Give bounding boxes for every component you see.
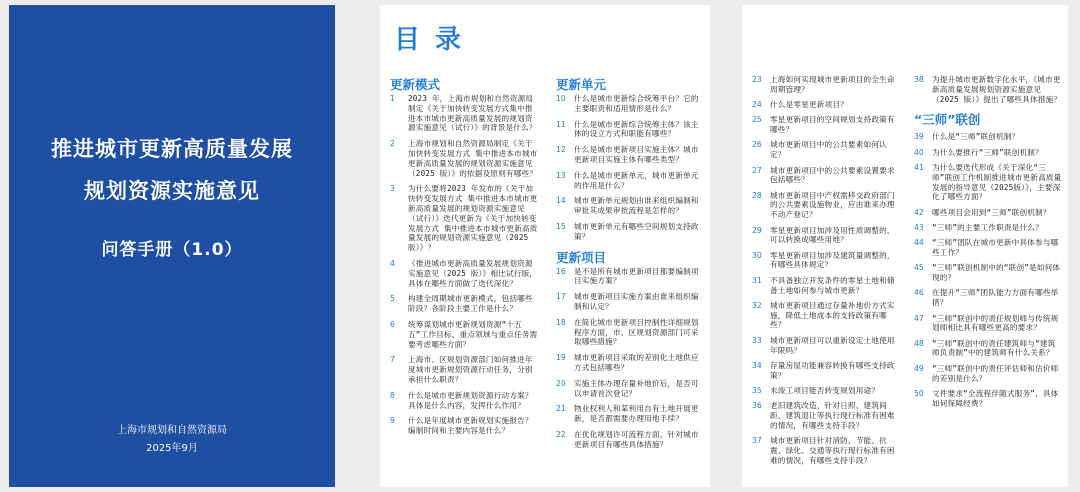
toc-entry-title: 城市更新项目可以重新设定土地使用年限吗？ (770, 335, 895, 355)
toc-entry-title: 城市更新单元规划由谁来组织编制和审批其成果审批流程是怎样的？ (574, 196, 699, 216)
cover-date: 2025年9月 (146, 443, 198, 454)
toc-entry[interactable] (752, 336, 902, 356)
toc-entry[interactable] (752, 140, 902, 160)
toc-entry[interactable] (914, 238, 1062, 258)
toc-entry[interactable] (752, 226, 902, 246)
toc-list (914, 75, 1062, 104)
toc-page-2 (742, 5, 1068, 487)
toc-entry-number: 38 (914, 75, 924, 84)
toc-entry[interactable] (752, 251, 902, 271)
toc-list (752, 75, 902, 466)
toc-entry[interactable] (914, 389, 1062, 409)
toc-entry-title: 2023 年，上海市规划和自然资源局制定《关于加快转变发展方式集中推进本市城市更新高质量发展的规划资源实施意见（试行）》的背景是什么？ (408, 94, 537, 133)
toc-entry-number: 45 (914, 263, 924, 273)
toc-entry[interactable] (390, 320, 540, 349)
toc-entry[interactable] (556, 267, 706, 287)
toc-entry[interactable] (752, 166, 902, 186)
toc-entry-title: 什么是城市更新综合统筹主体？该主体的设立方式和职能有哪些？ (574, 119, 699, 139)
toc-entry[interactable] (390, 139, 540, 178)
toc-entry-number: 7 (390, 355, 395, 365)
toc-entry-number: 11 (556, 119, 566, 129)
toc-entry-title: 零星更新项目加涉及建筑量调整的，有哪些具体规定？ (770, 250, 895, 270)
toc-entry-number: 10 (556, 94, 566, 103)
toc-entry-title: 什么是城市更新项目实施主体？城市更新项目实施主体有哪些类型？ (574, 145, 699, 164)
toc-entry-title: 上海如何实现城市更新项目的全生命周期管理？ (770, 75, 895, 94)
toc-entry-number: 12 (556, 145, 566, 155)
toc-list (914, 132, 1062, 408)
toc-entry-title: 构建全周期城市更新模式，包括哪些阶段？各阶段主要工作是什么？ (408, 294, 533, 314)
toc-entry-title: 物业权利人和某利用自有土地开展更新，是否都需要办理用地手续？ (574, 404, 699, 424)
toc-entry-number: 35 (752, 385, 762, 395)
cover-subtitle: 问答手册（1.0） (101, 240, 243, 260)
toc-entry-number: 31 (752, 275, 762, 285)
toc-entry[interactable] (390, 391, 540, 411)
toc-entry[interactable] (556, 318, 706, 347)
cover-title-line2: 规划资源实施意见 (84, 179, 260, 203)
toc-entry[interactable] (752, 436, 902, 465)
toc-entry-title: “三师”联创中的责任建筑师与“建筑师负责制”中的建筑师有什么关系？ (932, 338, 1056, 358)
toc-entry-number: 17 (556, 292, 566, 302)
toc-entry-number: 13 (556, 170, 566, 180)
toc-entry-number: 36 (752, 401, 762, 411)
toc-entry-number: 15 (556, 221, 566, 231)
toc-entry[interactable] (390, 184, 540, 253)
toc-entry-number: 47 (914, 313, 924, 323)
toc-entry-title: “三师”联创中的责任评估师和估价师的差别是什么？ (932, 363, 1059, 383)
toc-list (556, 267, 706, 450)
toc-page-1 (380, 5, 710, 487)
toc-entry-title: 为什么要迭代形成《关于深化“三师”联创工作机制推进城市更新高质量发展的指导意见（2025版）》，主要深化了哪些方面？ (932, 162, 1062, 202)
toc-entry-number: 32 (752, 300, 762, 310)
toc-entry-number: 49 (914, 363, 924, 373)
toc-entry[interactable] (556, 222, 706, 242)
toc-entry-number: 33 (752, 335, 762, 345)
toc-entry-title: 城市更新项目中的公共要素如何认定？ (770, 140, 887, 160)
toc-entry-title: 上海市、区规划资源部门如何推进年度城市更新规划资源行动任务，分别承担什么职责？ (408, 355, 533, 384)
toc-entry[interactable] (556, 379, 706, 399)
toc-entry-title: 存量房屋功能兼容转换有哪些支持政策？ (770, 360, 895, 380)
section-heading: “三师”联创 (914, 112, 981, 128)
toc-entry[interactable] (556, 430, 706, 450)
toc-entry[interactable] (556, 94, 706, 114)
toc-entry[interactable] (914, 132, 1062, 142)
toc-entry-number: 8 (390, 390, 395, 400)
toc-entry-number: 39 (914, 132, 924, 142)
toc-entry-title: 未竣工项目能否转变规划用途？ (770, 385, 880, 395)
toc-entry-number: 2 (390, 139, 395, 149)
toc-entry-number: 14 (556, 196, 566, 206)
toc-entry-title: 老旧建筑改造，针对日照、建筑间距、建筑退让等执行现行标准有困难的情况，有哪些支持手段？ (770, 401, 895, 430)
toc-entry-number: 26 (752, 140, 762, 150)
toc-entry[interactable] (752, 115, 902, 135)
toc-entry-number: 29 (752, 225, 762, 235)
toc-entry[interactable] (752, 100, 902, 110)
toc-entry[interactable] (752, 191, 902, 220)
toc-entry-number: 28 (752, 190, 762, 200)
section-heading: 更新单元 (556, 77, 607, 92)
cover-page (9, 5, 335, 487)
toc-entry-title: 城市更新项目中的公共要素设置要求包括哪些？ (770, 165, 895, 185)
toc-entry-number: 42 (914, 207, 924, 217)
toc-entry-title: 零星更新项目加涉及用性质调整的，可以转换成哪些用地？ (770, 225, 895, 245)
toc-entry-number: 20 (556, 378, 566, 388)
toc-entry-number: 50 (914, 388, 924, 398)
toc-entry[interactable] (914, 288, 1062, 308)
toc-list (390, 94, 540, 436)
toc-entry-number: 9 (390, 416, 395, 426)
toc-entry-title: 哪些项目会用到“三师”联创机制？ (932, 207, 1051, 217)
toc-entry-title: 实施主体办理存量补地价后，是否可以申请首次登记？ (574, 378, 699, 398)
toc-entry-title: 城市更新项目针对消防、节能、抗震、绿化、交通等执行现行标准有困难的情况，有哪些支持手段？ (770, 436, 895, 465)
toc-entry-number: 6 (390, 319, 395, 329)
toc-entry-number: 1 (390, 94, 395, 103)
toc-entry-number: 5 (390, 294, 395, 304)
toc-entry-number: 25 (752, 115, 762, 125)
toc-column-right (556, 75, 706, 456)
toc-entry-number: 43 (914, 222, 924, 232)
toc-entry[interactable] (914, 339, 1062, 359)
toc-entry[interactable] (914, 223, 1062, 233)
toc-entry[interactable] (914, 163, 1062, 202)
toc-entry-number: 24 (752, 100, 762, 110)
toc-entry-title: “三师”联创中的责任规划师与传统规划师相比具有哪些更高的要求？ (932, 313, 1059, 333)
toc-entry-number: 37 (752, 436, 762, 446)
toc-entry[interactable] (752, 386, 902, 396)
toc-entry-title: 在优化规划许可流程方面，针对城市更新项目有哪些具体措施？ (574, 429, 699, 449)
toc-entry[interactable] (752, 361, 902, 381)
toc-entry-title: 文件要求“全流程伴随式服务”，具体如何保障经费？ (932, 388, 1059, 408)
toc-entry-title: 零星更新项目的空间规划支持政策有哪些？ (770, 115, 895, 135)
toc-entry[interactable] (556, 145, 706, 165)
toc-entry-title: 不具备独立开发条件的零星土地和储备土地如何参与城市更新？ (770, 275, 895, 295)
toc-entry-title: “三师”的主要工作职责是什么？ (932, 222, 1043, 232)
toc-entry-number: 18 (556, 317, 566, 327)
toc-entry-number: 23 (752, 75, 762, 84)
toc-entry-number: 41 (914, 162, 924, 172)
toc-entry[interactable] (390, 355, 540, 384)
toc-entry[interactable] (556, 196, 706, 216)
section-heading: 更新项目 (556, 249, 607, 265)
toc-entry-title: 为提升城市更新数字化水平，《城市更新高质量发展规划资源实施意见（2025 版）》提出了哪些具体措施？ (932, 75, 1062, 104)
toc-entry[interactable] (752, 301, 902, 330)
toc-entry[interactable] (556, 171, 706, 191)
toc-entry-title: 城市更新项目实施方案由谁来组织编制和认定？ (574, 292, 699, 311)
toc-entry[interactable] (914, 148, 1062, 158)
toc-entry-title: 什么是“三师”联创机制？ (932, 132, 1020, 142)
toc-entry[interactable] (556, 120, 706, 140)
toc-entry-title: 在简化城市更新项目控制性详细规划程序方面，市、区规划资源部门可采取哪些措施？ (574, 317, 699, 347)
toc-column-left (752, 75, 902, 471)
toc-entry-number: 46 (914, 288, 924, 298)
toc-entry[interactable] (390, 416, 540, 436)
toc-entry-number: 40 (914, 147, 924, 157)
toc-entry[interactable] (914, 263, 1062, 283)
toc-entry[interactable] (390, 294, 540, 314)
toc-entry-number: 3 (390, 184, 395, 194)
toc-entry-title: 城市更新项目通过存量补地价方式实施，降低土地成本的支持政策有哪些？ (770, 300, 895, 330)
toc-entry[interactable] (914, 75, 1062, 104)
toc-entry-title: 是不是所有城市更新项目都要编制项目实施方案？ (574, 266, 699, 286)
toc-entry-number: 4 (390, 258, 395, 268)
toc-column-right (914, 75, 1062, 414)
toc-entry-title: 城市更新项目采取的差别化土地供应方式包括哪些？ (574, 353, 699, 372)
toc-entry-title: 为什么要推行“三师”联创机制？ (932, 147, 1043, 157)
toc-entry[interactable] (914, 208, 1062, 218)
toc-entry-title: 什么是零星更新项目？ (770, 100, 848, 110)
toc-entry-number: 48 (914, 338, 924, 348)
toc-entry-title: 为什么要将2023 年发布的《关于加快转变发展方式 集中推进本市城市更新高质量发展的规划资源实施意见（试行）》迭代更新为《关于加快转变发展方式 集中推进本市城市更新高质量发展的规划资源实施意见（2025 版）》？ (408, 184, 538, 253)
toc-entry[interactable] (556, 404, 706, 424)
toc-entry[interactable] (752, 401, 902, 430)
toc-entry-title: 在提升“三师”团队能力方面有哪些举措？ (932, 288, 1059, 308)
toc-entry-number: 27 (752, 165, 762, 175)
toc-entry-number: 19 (556, 353, 566, 363)
toc-entry[interactable] (914, 314, 1062, 334)
toc-entry-title: 什么是年度城市更新规划实施报告？编制时间和主要内容是什么？ (408, 416, 533, 436)
toc-list (556, 94, 706, 242)
toc-entry[interactable] (914, 364, 1062, 384)
toc-entry-number: 21 (556, 404, 566, 414)
toc-entry-title: 什么是城市更新综合统筹平台？它的主要职责和适用情形是什么？ (574, 94, 699, 113)
toc-entry-title: 城市更新单元有哪些空间规划支持政策？ (574, 221, 699, 241)
toc-entry-number: 16 (556, 266, 566, 276)
toc-entry-title: 上海市规划和自然资源局制定《关于加快转变发展方式 集中推进本市城市更新高质量发展的规划资源实施意见（2025 版）》的依据及原则有哪些？ (408, 139, 538, 178)
toc-entry-title: “三师”联创机制中的“联创”是如何体现的？ (932, 263, 1061, 283)
cover-title-line1: 推进城市更新高质量发展 (51, 137, 293, 161)
toc-entry-title: 城市更新项目中产权需移交政府部门的公共要素设施物业，应由谁来办理不动产登记？ (770, 190, 895, 220)
toc-entry-title: 什么是城市更新单元，城市更新单元的作用是什么？ (574, 170, 699, 190)
toc-entry-number: 44 (914, 238, 924, 248)
toc-entry[interactable] (752, 276, 902, 296)
toc-column-left (390, 75, 540, 442)
toc-entry-title: 《推进城市更新高质量发展规划资源实施意见（2025 版）》相比试行版，具体在哪些方面做了迭代深化？ (408, 258, 538, 288)
section-heading: 更新模式 (390, 77, 441, 92)
toc-heading: 目 录 (394, 25, 465, 55)
toc-entry[interactable] (390, 259, 540, 288)
toc-entry[interactable] (390, 94, 540, 133)
toc-entry[interactable] (556, 353, 706, 373)
toc-entry-title: 什么是城市更新规划资源行动方案？具体是什么内容，发挥什么作用？ (408, 390, 533, 410)
toc-entry-number: 30 (752, 250, 762, 260)
toc-entry-number: 34 (752, 360, 762, 370)
toc-entry[interactable] (556, 292, 706, 312)
toc-entry[interactable] (752, 75, 902, 95)
toc-entry-title: 统筹谋划城市更新规划资源“十五五”工作目标、重点领域与重点任务需要考虑哪些方面？ (408, 319, 538, 349)
cover-publisher: 上海市规划和自然资源局 (117, 425, 227, 436)
toc-entry-title: “三师”团队在城市更新中具体参与哪些工作？ (932, 238, 1059, 258)
toc-entry-number: 22 (556, 429, 566, 439)
